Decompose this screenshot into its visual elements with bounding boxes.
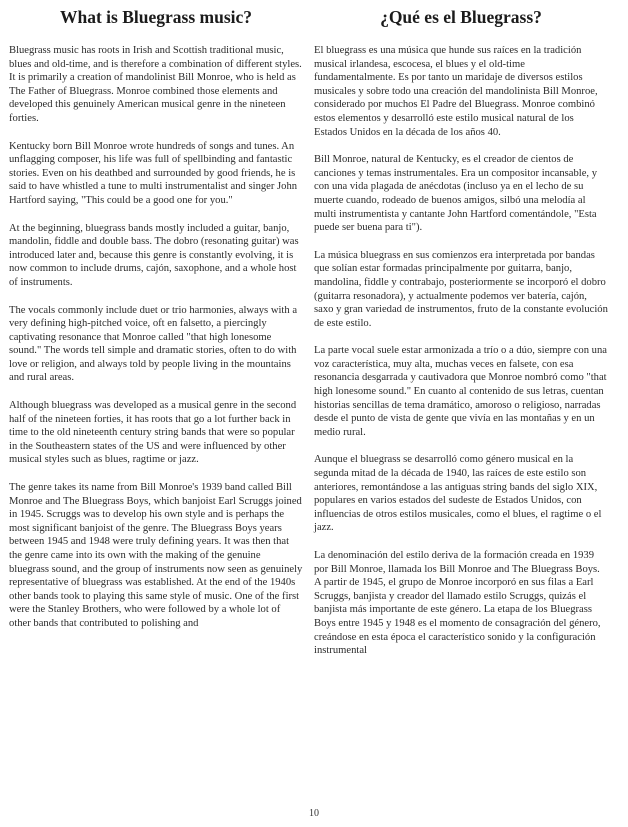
english-paragraph-3: At the beginning, bluegrass bands mostly included a guitar, banjo, mandolin, fiddle and double bass. The dobro (resonating guitar) was introduced later and, because this genre is constantly evolving, it is now common to include drums, cajón, saxophone, and a whole host of instruments. [9, 222, 299, 288]
spanish-paragraph-2: Bill Monroe, natural de Kentucky, es el creador de cientos de canciones y temas instrumentales. Era un compositor incansable, y con una vida plagada de anécdotas (incluso ya en el lecho de su muerte cuando, rodeado de buenos amigos, silbó una melodía al multi instrumentista y cantante John Hartford comentándole, "Esta puede ser buena para ti"). [314, 154, 598, 234]
english-paragraph-6: The genre takes its name from Bill Monroe's 1939 band called Bill Monroe and The Bluegrass Boys, which banjoist Earl Scruggs joined in 1945. Scruggs was to develop his own style and is perhaps the most significant banjoist of the genre. The Bluegrass Boys years between 1945 and 1948 were truly defining years. It was then that the genre came into its own with the making of the genuine bluegrass sound, and the group of instruments now seen as genuinely representative of bluegrass was established. At the end of the 1940s other bands took to playing this same style of music. One of the first were the Stanley Brothers, who were followed by a whole lot of other bands that contributed to polishing and [9, 482, 303, 629]
page-number: 10 [309, 808, 319, 819]
english-paragraph-5: Although bluegrass was developed as a musical genre in the second half of the nineteen forties, it has roots that go a lot further back in time to the old nineteenth century string bands that were so popular in the Southeastern states of the US and were influenced by other musical styles such as blues, ragtime or jazz. [9, 400, 297, 466]
spanish-column [314, 6, 608, 672]
spanish-paragraph-3: La música bluegrass en sus comienzos era interpretada por bandas que solían estar formadas principalmente por guitarra, banjo, mandolina, fiddle y contrabajo, posteriormente se incorporó el dobro (guitarra resonadora), y actualmente podemos ver batería, cajón, saxo y gran variedad de instrumentos, fruto de la constante evolución de este estilo. [314, 249, 608, 329]
english-paragraph-4: The vocals commonly include duet or trio harmonies, always with a very defining high-pitched voice, oft en falsetto, a piercingly captivating resonance that Monroe called "that high lonesome sound." The words tell simple and dramatic stories, often to do with love or religion, and always told by people living in the mountains and rural areas. [9, 304, 298, 384]
spanish-paragraph-5: Aunque el bluegrass se desarrolló como género musical en la segunda mitad de la década de 1940, las raíces de este estilo son anteriores, remontándose a las antiguas string bands del siglo XIX, populares en varios estados del sudeste de Estados Unidos, con influencias de otros estilos musicales, como el blues, el ragtime o el jazz. [314, 454, 602, 534]
spanish-paragraph-1: El bluegrass es una música que hunde sus raíces en la tradición musical irlandesa, escocesa, el blues y el old-time fundamentalmente. Es por tanto un maridaje de diversos estilos musicales y sobre todo una creación del mandolinista Bill Monroe, considerado por muchos El Padre del Bluegrass. Monroe combinó estos elementos y desarrolló este estilo musical natural de los Estados Unidos en la década de los años 40. [314, 45, 598, 138]
spanish-paragraph-6: La denominación del estilo deriva de la formación creada en 1939 por Bill Monroe, llamada los Bill Monroe and The Bluegrass Boys. A partir de 1945, el grupo de Monroe incorporó en sus filas a Earl Scruggs, banjista y creador del llamado estilo Scruggs, quizás el banjista más importante de este género. La etapa de los Bluegrass Boys entre 1945 y 1948 es el momento de consagración del género, creándose en esta época el característico sonido y la configuración instrumental [314, 550, 601, 657]
english-paragraph-2: Kentucky born Bill Monroe wrote hundreds of songs and tunes. An unflagging composer, his life was full of spellbinding and fantastic stories. Even on his deathbed and surrounded by good friends, he is said to have whistled a tune to multi instrumentalist and singer John Hartford saying, "This could be a good one for you." [9, 140, 298, 206]
english-paragraph-1: Bluegrass music has roots in Irish and Scottish traditional music, blues and old-time, and is therefore a combination of different styles. It is primarily a creation of mandolinist Bill Monroe, who is held as The Father of Bluegrass. Monroe combined those elements and developed this genuinely American musical genre in the nineteen forties. [9, 45, 302, 124]
english-title: What is Bluegrass music? [59, 7, 253, 27]
english-column [9, 6, 303, 645]
spanish-title: ¿Qué es el Bluegrass? [380, 7, 542, 27]
spanish-paragraph-4: La parte vocal suele estar armonizada a trío o a dúo, siempre con una voz característica, muy alta, muchas veces en falsete, con esa resonancia desgarrada y cautivadora que Monroe nombró como "that high lonesome sound." En cuanto al contenido de sus letras, cuentan historias sencillas de tema dramático, amoroso o religioso, narradas desde el punto de vista de gente que vivía en las montañas y en un medio rural. [314, 345, 607, 438]
